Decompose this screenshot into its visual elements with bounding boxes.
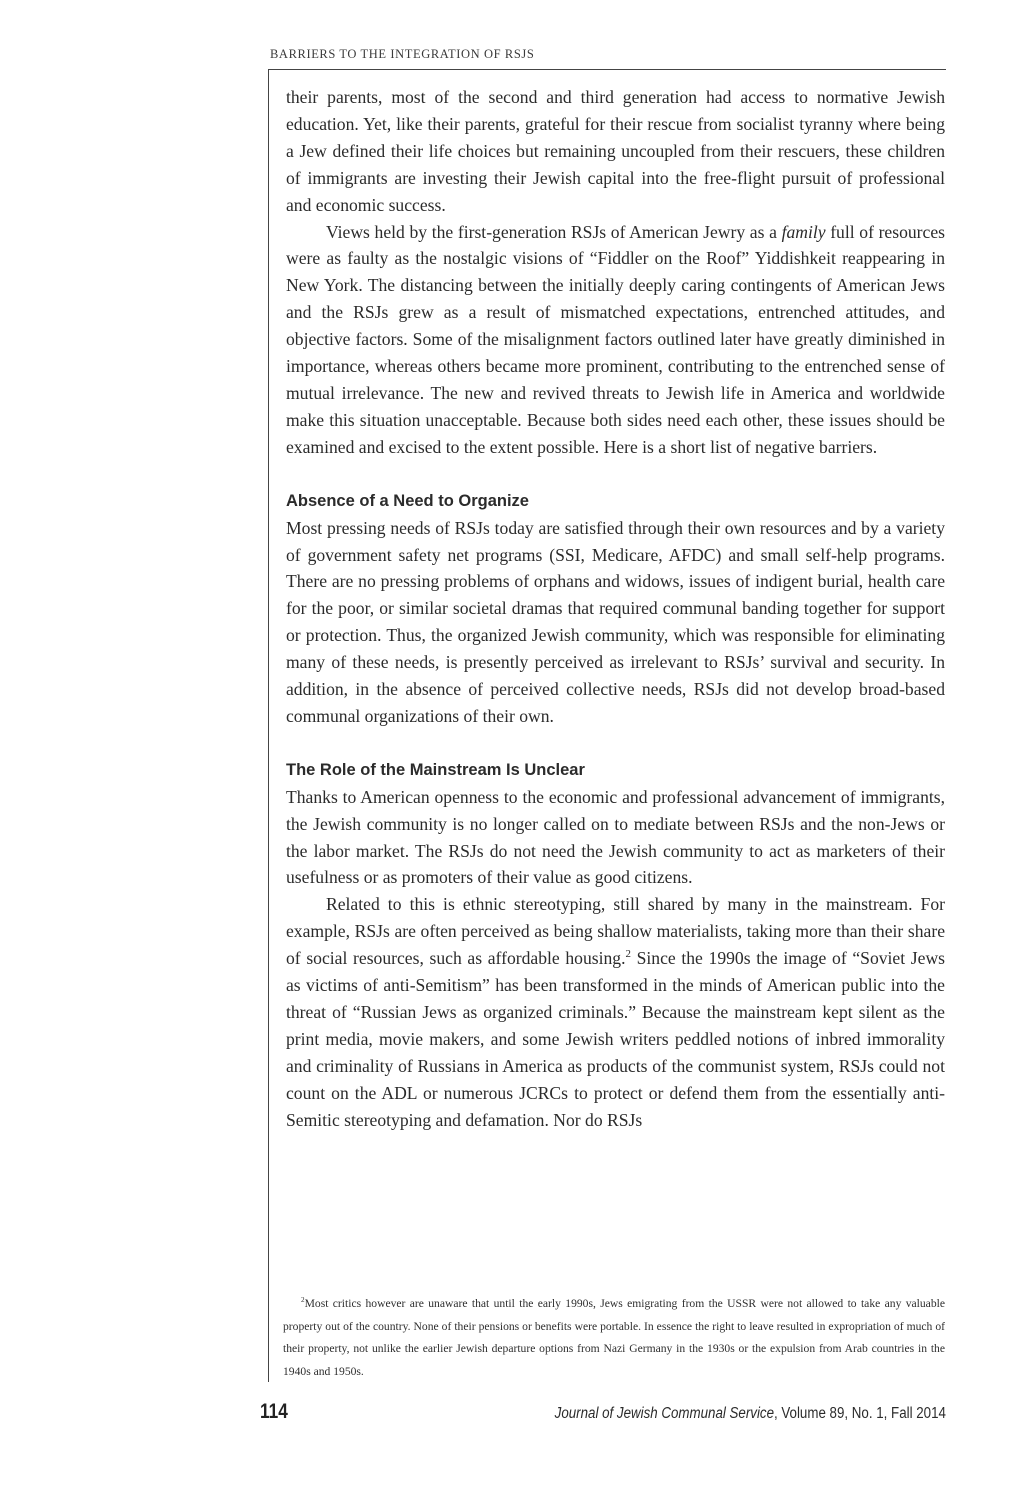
paragraph-4: Thanks to American openness to the economic and professional advancement of immigrants, the Jewish community is no longer called on to mediate between RSJs and the non-Jews or the labor market. The RSJs do not need the Jewish community to act as marketers of their usefulness or as promoters of their value as good citizens. [286, 786, 945, 888]
paragraph-2-text-b: full of resources were as faulty as the nostalgic visions of “Fiddler on the Roof” Yiddishkeit reappearing in New York. The distancing between the initially deeply caring contingents of American Jews and the RSJs grew as a result of mismatched expectations, entrenched attitudes, and objective factors. Some of the misalignment factors outlined later have greatly diminished in importance, whereas others became more prominent, contributing to the entrenched sense of mutual irrelevance. The new and revived threats to Jewish life in America and worldwide make this situation unacceptable. Because both sides need each other, these issues should be examined and excised to the extent possible. Here is a short list of negative barriers. [286, 221, 945, 457]
footnote-reference[interactable]: 2 [625, 948, 631, 961]
footnote-2 [283, 1293, 945, 1383]
page-number: 114 [260, 1400, 288, 1423]
journal-title: Journal of Jewish Communal Service [554, 1405, 775, 1422]
footnote [283, 1293, 945, 1383]
section-heading-mainstream: The Role of the Mainstream Is Unclear [286, 760, 585, 779]
running-head: BARRIERS TO THE INTEGRATION OF RSJS [270, 47, 535, 61]
paragraph-2-italic: family [781, 221, 826, 242]
paragraph-2-text-a: Views held by the first-generation RSJs of American Jewry as a [326, 221, 782, 242]
issue-info: , Volume 89, No. 1, Fall 2014 [774, 1405, 946, 1422]
paragraph-3: Most pressing needs of RSJs today are satisfied through their own resources and by a variety of government safety net programs (SSI, Medicare, AFDC) and small self-help programs. There are no pressing problems of orphans and widows, issues of indigent burial, health care for the poor, or similar societal dramas that required communal banding together for support or protection. Thus, the organized Jewish community, which was responsible for eliminating many of these needs, is presently perceived as irrelevant to RSJs’ survival and security. In addition, in the absence of perceived collective needs, RSJs did not develop broad-based communal organizations of their own. [286, 517, 945, 726]
journal-footer [555, 1405, 946, 1423]
paragraph-1: their parents, most of the second and third generation had access to normative Jewish education. Yet, like their parents, grateful for their rescue from socialist tyranny where being a Jew defined their life choices but remaining uncoupled from their rescuers, these children of immigrants are investing their Jewish capital into the free-flight pursuit of professional and economic success. [286, 87, 945, 215]
paragraph-5 [286, 891, 945, 1133]
paragraph-5-text-b: Since the 1990s the image of “Soviet Jews as victims of anti-Semitism” has been transformed in the minds of American public into the threat of “Russian Jews as organized criminals.” Because the mainstream kept silent as the print media, movie makers, and some Jewish writers peddled notions of inbred immorality and criminality of Russians in America as products of the communist system, RSJs could not count on the ADL or numerous JCRCs to protect or defend them from the essentially anti-Semitic stereotyping and defamation. Nor do RSJs [286, 948, 945, 1130]
header-rule [268, 69, 946, 70]
footnote-text: Most critics however are unaware that until the early 1990s, Jews emigrating from the USSR were not allowed to take any valuable property out of the country. None of their pensions or benefits were portable. In essence the right to leave resulted in expropriation of much of their property, not unlike the earlier Jewish departure options from Nazi Germany in the 1930s or the expulsion from Arab countries in the 1940s and 1950s. [283, 1297, 945, 1378]
footnote-marker: 2 [301, 1296, 305, 1305]
section-gap [286, 730, 945, 757]
paragraph-2 [286, 219, 945, 461]
section-heading-absence: Absence of a Need to Organize [286, 491, 529, 510]
paragraph-5-text-a: Related to this is ethnic stereotyping, still shared by many in the mainstream. For example, RSJs are often perceived as being shallow materialists, taking more than their share of social resources, such as affordable housing. [286, 894, 945, 969]
margin-rule [268, 69, 269, 1382]
article-body [286, 84, 945, 1134]
section-gap [286, 461, 945, 488]
